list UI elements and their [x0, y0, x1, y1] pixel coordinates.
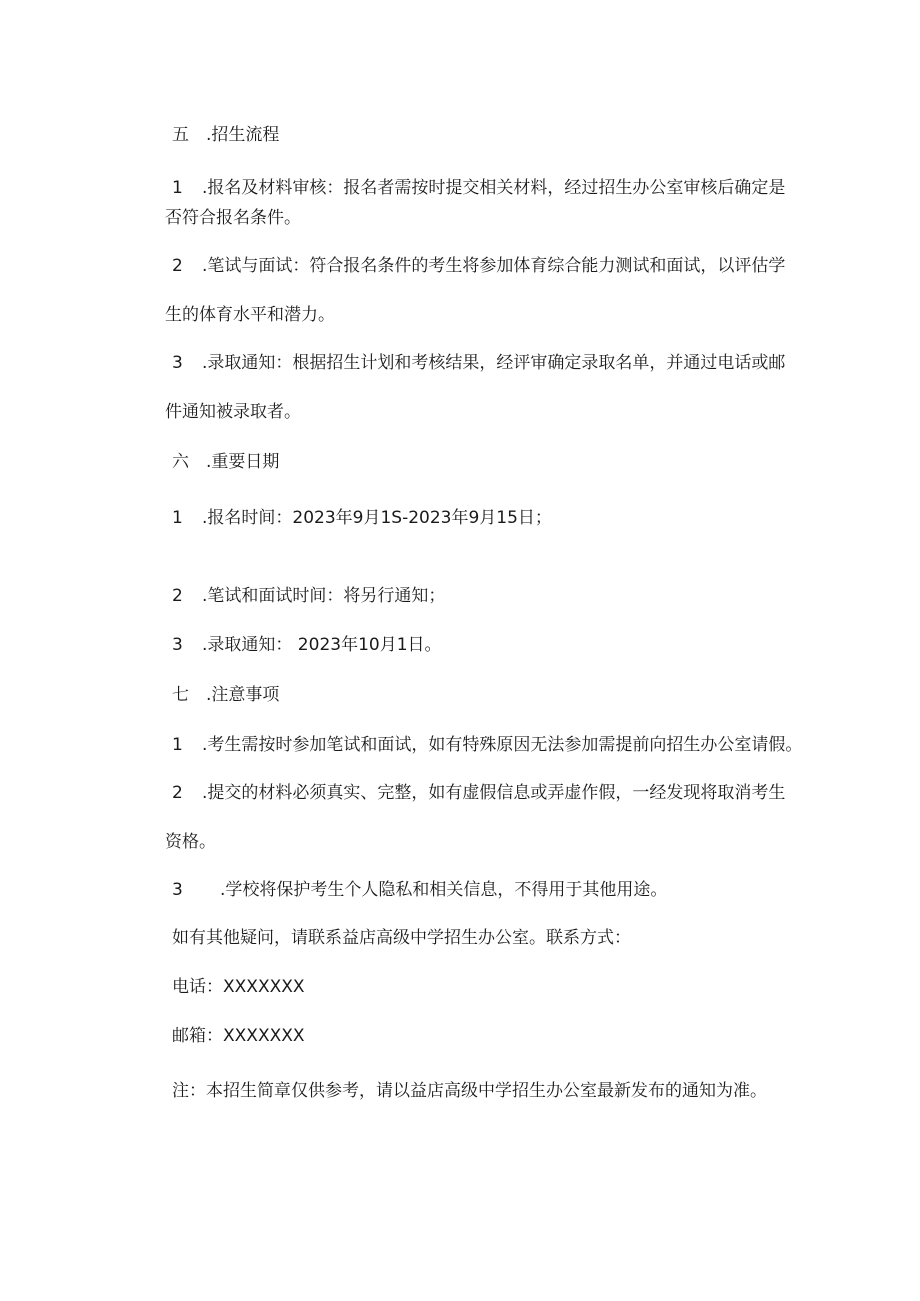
list-item — [172, 583, 445, 609]
footer-note: 注：本招生简章仅供参考，请以益店高级中学招生办公室最新发布的通知为准。 — [172, 1081, 767, 1101]
section-heading-6 — [172, 449, 279, 475]
list-item — [172, 505, 552, 531]
item-number: 1 — [172, 508, 183, 528]
section-title: .招生流程 — [206, 125, 280, 145]
item-text: .报名时间：2023年9月1S-2023年9月15日； — [202, 508, 552, 528]
item-number: 2 — [172, 256, 183, 276]
item-text-continued: 生的体育水平和潜力。 — [165, 305, 335, 325]
list-item — [172, 175, 785, 201]
item-number: 3 — [172, 353, 183, 373]
section-number: 五 — [172, 125, 189, 145]
item-text: .录取通知：根据招生计划和考核结果，经评审确定录取名单，并通过电话或邮 — [202, 353, 786, 373]
item-text-continued: 否符合报名条件。 — [165, 208, 301, 228]
item-text-continued: 件通知被录取者。 — [165, 402, 301, 422]
section-title: .注意事项 — [206, 685, 280, 705]
item-number: 1 — [172, 735, 183, 755]
item-number: 2 — [172, 586, 183, 606]
item-text: .提交的材料必须真实、完整，如有虚假信息或弄虚作假，一经发现将取消考生 — [202, 783, 786, 803]
item-text-continued: 资格。 — [165, 832, 216, 852]
list-item — [172, 780, 785, 806]
contact-intro: 如有其他疑问，请联系益店高级中学招生办公室。联系方式： — [172, 928, 631, 948]
contact-email: 邮箱：XXXXXXX — [172, 1026, 305, 1046]
item-text: .笔试和面试时间：将另行通知； — [202, 586, 446, 606]
section-number: 六 — [172, 452, 189, 472]
item-text: .考生需按时参加笔试和面试，如有特殊原因无法参加需提前向招生办公室请假。 — [202, 735, 803, 755]
section-title: .重要日期 — [206, 452, 280, 472]
item-number: 2 — [172, 783, 183, 803]
list-item — [172, 632, 442, 658]
section-heading-5 — [172, 122, 279, 148]
list-item — [172, 253, 785, 279]
list-item — [172, 350, 785, 376]
item-text: .报名及材料审核：报名者需按时提交相关材料，经过招生办公室审核后确定是 — [202, 178, 786, 198]
section-number: 七 — [172, 685, 189, 705]
item-text: .学校将保护考生个人隐私和相关信息，不得用于其他用途。 — [220, 880, 668, 900]
item-text: .录取通知： 2023年10月1日。 — [202, 635, 442, 655]
contact-phone: 电话：XXXXXXX — [172, 977, 305, 997]
section-heading-7 — [172, 682, 279, 708]
list-item — [172, 732, 802, 758]
list-item — [172, 877, 667, 903]
item-number: 3 — [172, 635, 183, 655]
item-number: 3 — [172, 880, 183, 900]
item-number: 1 — [172, 178, 183, 198]
item-text: .笔试与面试：符合报名条件的考生将参加体育综合能力测试和面试，以评估学 — [202, 256, 786, 276]
